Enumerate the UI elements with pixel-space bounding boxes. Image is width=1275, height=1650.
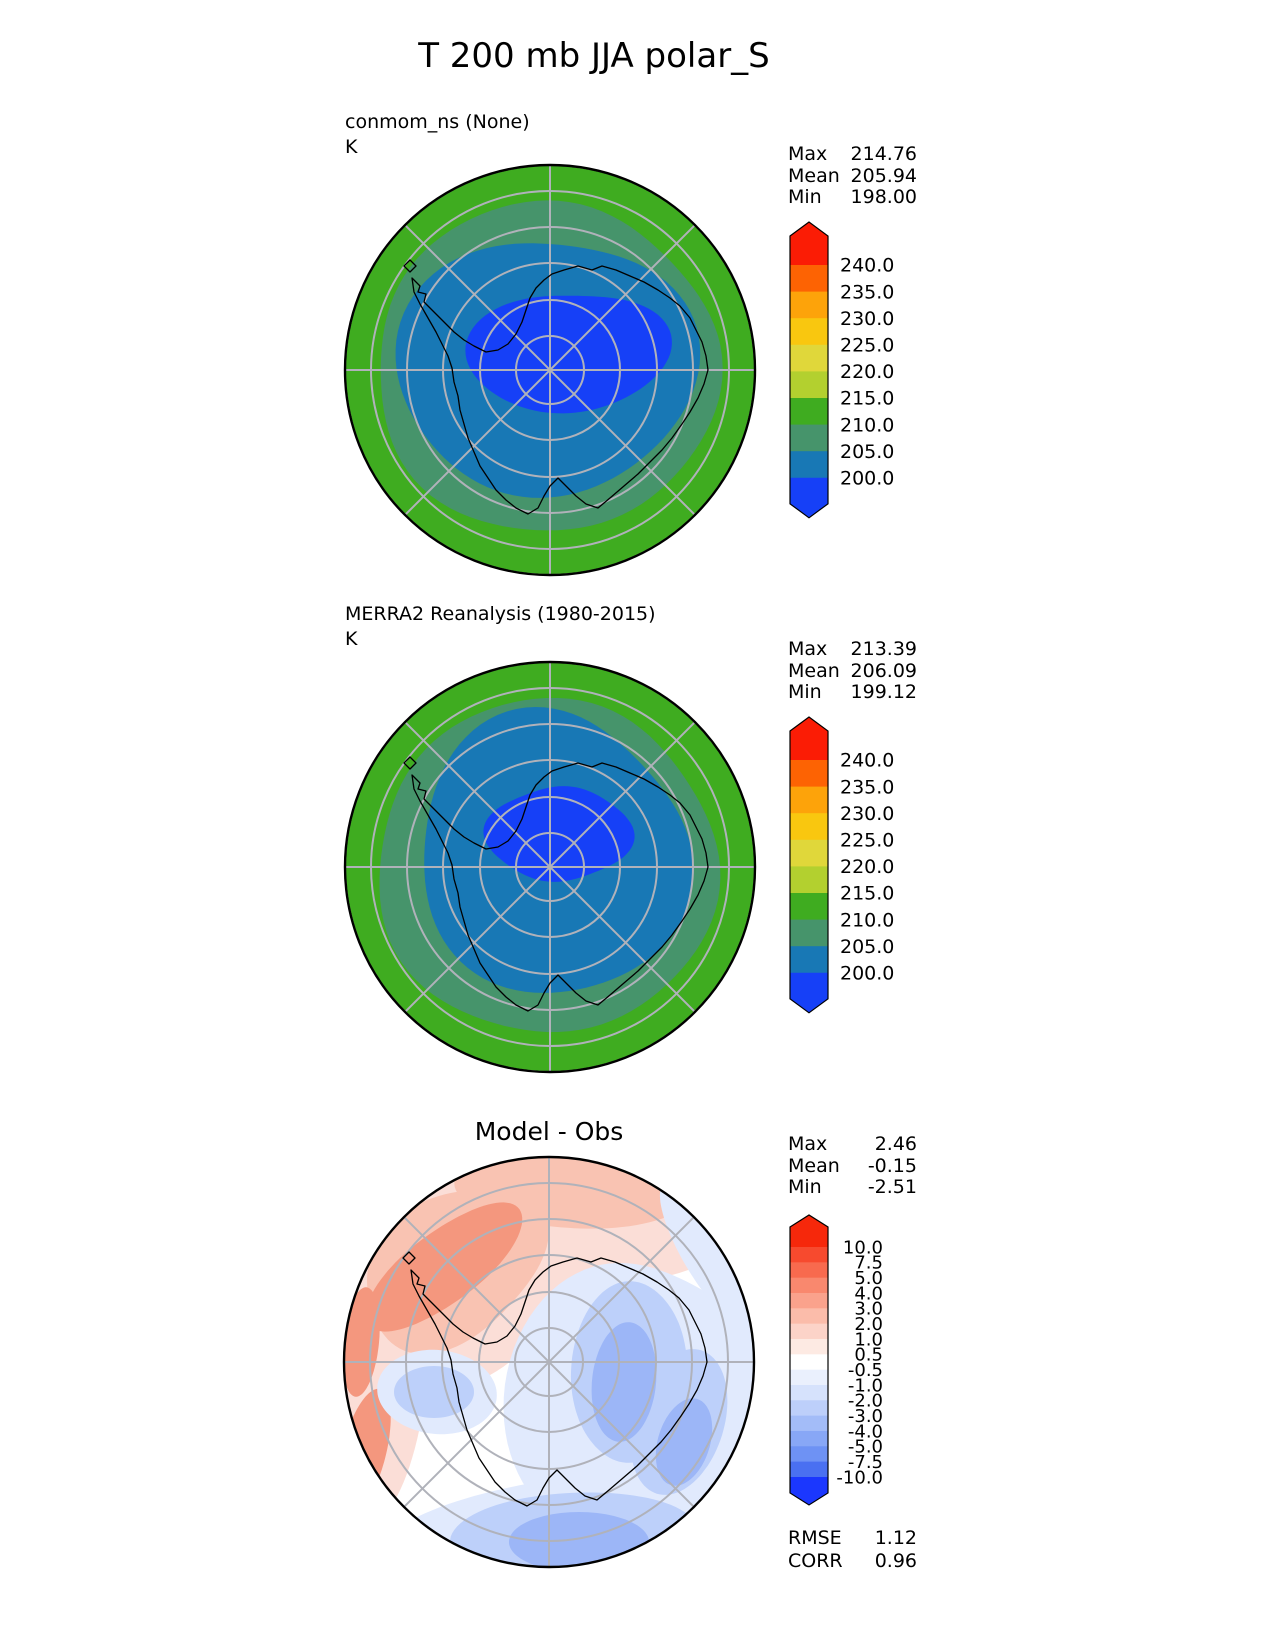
stat-row-value: 199.12 [850,681,917,704]
map-difference-polar [339,1152,759,1572]
map-model-polar [340,160,760,580]
colorbar-tick-label: 230.0 [840,802,895,825]
metric-row-label: CORR [788,1550,843,1572]
colorbar-tick-label: 0.5 [854,1344,883,1366]
colorbar-segment [790,1385,828,1401]
stat-row [788,187,917,209]
colorbar-tick-label: 215.0 [840,882,895,905]
panel1-stats [788,144,917,209]
colorbar-segment [790,451,828,478]
colorbar-segment [790,946,828,973]
colorbar-reference [789,716,907,1016]
colorbar-tick-label: 1.0 [854,1329,883,1351]
colorbar-tick-label: -0.5 [847,1359,883,1381]
colorbar-tick-label: 3.0 [854,1298,883,1320]
colorbar-tick-label: 210.0 [840,414,895,437]
colorbar-tick-label: 5.0 [854,1267,883,1289]
colorbar-segment [790,1293,828,1309]
stat-row [788,144,917,166]
panel1-units-label: K [345,136,358,158]
panel1-label-block [345,110,530,160]
colorbar-tick-label: 200.0 [840,467,895,490]
colorbar-segment [790,1354,828,1370]
figure-title: T 200 mb JJA polar_S [418,36,770,76]
stat-row [788,1156,917,1178]
graticule [345,165,755,575]
colorbar-over-cap [790,222,828,265]
panel3-metrics [788,1527,917,1573]
colorbar-segment [790,1400,828,1416]
colorbar-segment [790,787,828,814]
stat-row-value: 198.00 [850,186,917,209]
colorbar-segment [790,813,828,840]
colorbar-segment [790,425,828,452]
colorbar-segment [790,1431,828,1447]
stat-row-value: -2.51 [867,1176,917,1199]
stat-row [788,166,917,188]
colorbar-segment [790,1278,828,1294]
colorbar-tick-label: 205.0 [840,935,895,958]
colorbar-tick-label: 4.0 [854,1283,883,1305]
colorbar-segment [790,920,828,947]
graticule [344,1157,754,1567]
colorbar-tick-label: 7.5 [854,1252,883,1274]
colorbar-segment [790,265,828,292]
colorbar-tick-label: 240.0 [840,254,895,277]
stat-row-label: Mean [788,659,840,682]
colorbar-segment [790,1462,828,1478]
colorbar-tick-label: 235.0 [840,776,895,799]
colorbar-difference [789,1213,907,1511]
colorbar-segment [790,760,828,787]
metric-row-label: RMSE [788,1527,842,1549]
stat-row-label: Min [788,681,822,704]
colorbar-segment [790,1446,828,1462]
colorbar-segment [790,866,828,893]
stat-row-label: Min [788,186,822,209]
colorbar-tick-label: 210.0 [840,909,895,932]
graticule [345,662,755,1072]
colorbar-under-cap [790,973,828,1013]
stat-row-value: 213.39 [850,638,917,660]
colorbar-tick-label: 220.0 [840,856,895,879]
colorbar-segment [790,1247,828,1263]
colorbar-tick-label: -2.0 [847,1390,883,1412]
colorbar-tick-label: -5.0 [847,1436,883,1458]
metric-row-value: 0.96 [874,1550,917,1572]
stat-row-value: -0.15 [867,1154,917,1177]
colorbar-over-cap [790,1215,828,1247]
metric-row-value: 1.12 [874,1527,917,1549]
colorbar-tick-label: -3.0 [847,1405,883,1427]
colorbar-over-cap [790,717,828,760]
colorbar-tick-label: -1.0 [847,1375,883,1397]
contour-fill [509,1512,649,1572]
stat-row-value: 214.76 [850,143,917,165]
stat-row [788,1134,917,1156]
colorbar-tick-label: 10.0 [842,1237,883,1259]
colorbar-segment [790,371,828,398]
colorbar-segment [790,1416,828,1432]
stat-row-value: 2.46 [874,1133,917,1155]
metric-row [788,1550,917,1573]
colorbar-segment [790,1262,828,1278]
colorbar-segment [790,1370,828,1386]
colorbar-tick-label: 205.0 [840,440,895,463]
colorbar-segment [790,1324,828,1340]
panel1-dataset-label: conmom_ns (None) [345,111,530,133]
colorbar-segment [790,893,828,920]
panel3-stats [788,1134,917,1199]
colorbar-segment [790,398,828,425]
stat-row-label: Max [788,143,828,165]
stat-row [788,1177,917,1199]
colorbar-tick-label: 235.0 [840,281,895,304]
stat-row [788,682,917,704]
colorbar-segment [790,318,828,345]
stat-row-value: 206.09 [850,659,917,682]
stat-row [788,639,917,661]
colorbar-tick-label: -7.5 [847,1451,883,1473]
colorbar-tick-label: 225.0 [840,334,895,357]
colorbar-tick-label: -10.0 [836,1467,883,1489]
colorbar-tick-label: -4.0 [847,1421,883,1443]
colorbar-segment [790,1339,828,1355]
stat-row-label: Mean [788,1154,840,1177]
colorbar-tick-label: 240.0 [840,749,895,772]
stat-row-label: Max [788,638,828,660]
panel2-stats [788,639,917,704]
colorbar-tick-label: 215.0 [840,387,895,410]
stat-row-value: 205.94 [850,164,917,187]
map-reference-polar [340,657,760,1077]
colorbar-tick-label: 2.0 [854,1313,883,1335]
metric-row [788,1527,917,1550]
colorbar-segment [790,840,828,867]
stat-row-label: Max [788,1133,828,1155]
colorbar-segment [790,292,828,319]
stat-row-label: Min [788,1176,822,1199]
colorbar-tick-label: 230.0 [840,307,895,330]
colorbar-tick-label: 220.0 [840,361,895,384]
panel2-dataset-label: MERRA2 Reanalysis (1980-2015) [345,603,656,625]
colorbar-model [789,221,907,521]
colorbar-under-cap [790,1477,828,1505]
stat-row [788,661,917,683]
colorbar-segment [790,1308,828,1324]
panel2-units-label: K [345,628,358,650]
colorbar-tick-label: 225.0 [840,829,895,852]
colorbar-under-cap [790,478,828,518]
colorbar-tick-label: 200.0 [840,962,895,985]
stat-row-label: Mean [788,164,840,187]
panel3-title: Model - Obs [474,1117,624,1146]
panel2-label-block [345,602,656,652]
colorbar-segment [790,345,828,372]
